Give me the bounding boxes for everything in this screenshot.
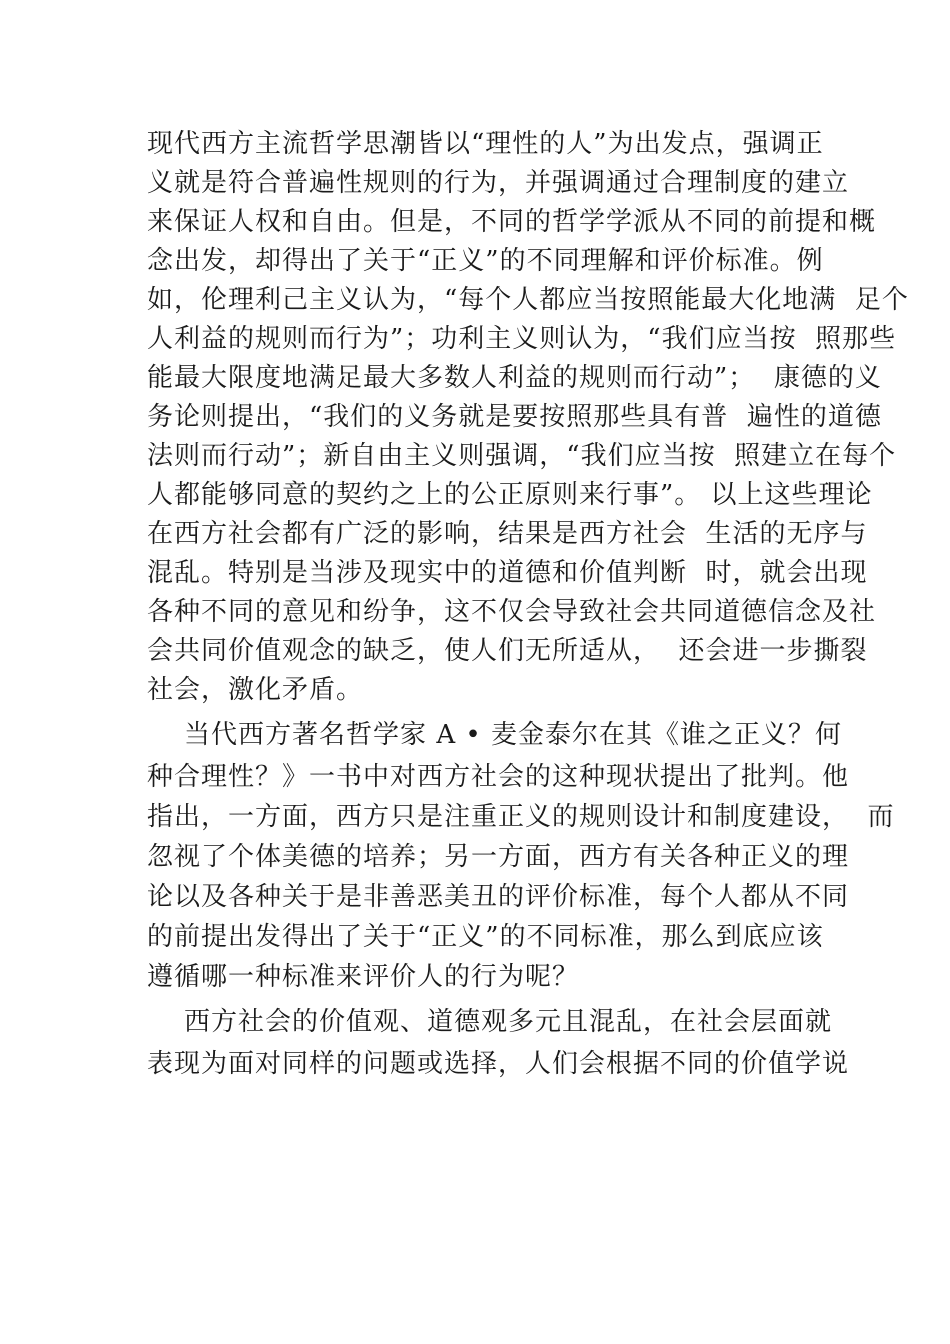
text-line: 混乱。特别是当涉及现实中的道德和价值判断 时，就会出现 (147, 558, 868, 588)
text-line: 表现为面对同样的问题或选择，人们会根据不同的价值学说 (147, 1049, 850, 1079)
text-line: 遵循哪一种标准来评价人的行为呢？ (147, 962, 580, 992)
text-line: 法则而行动”；新自由主义则强调，“我们应当按 照建立在每个 (147, 441, 897, 471)
text-line: 社会，激化矛盾。 (147, 675, 364, 705)
text-line: 念出发，却得出了关于“正义”的不同理解和评价标准。例 (147, 246, 824, 276)
text-line: 西方社会的价值观、道德观多元且混乱，在社会层面就 (147, 1007, 833, 1037)
text-line: 的前提出发得出了关于“正义”的不同标准，那么到底应该 (147, 922, 824, 952)
text-line: 务论则提出，“我们的义务就是要按照那些具有普 遍性的道德 (147, 402, 882, 432)
text-line: 当代西方著名哲学家 A • 麦金泰尔在其《谁之正义？何 (147, 720, 842, 750)
text-line: 现代西方主流哲学思潮皆以“理性的人”为出发点，强调正 (147, 129, 824, 159)
text-line: 人利益的规则而行为”；功利主义则认为，“我们应当按 照那些 (147, 324, 897, 354)
text-line: 各种不同的意见和纷争，这不仅会导致社会共同道德信念及社 (147, 597, 877, 627)
text-line: 如，伦理利己主义认为，“每个人都应当按照能最大化地满 足个 (147, 285, 909, 315)
text-line: 指出，一方面，西方只是注重正义的规则设计和制度建设， 而 (147, 802, 895, 832)
text-line: 种合理性？》一书中对西方社会的这种现状提出了批判。他 (147, 762, 850, 792)
text-line: 论以及各种关于是非善恶美丑的评价标准，每个人都从不同 (147, 882, 850, 912)
text-line: 能最大限度地满足最大多数人利益的规则而行动”； 康德的义 (147, 363, 882, 393)
text-line: 会共同价值观念的缺乏，使人们无所适从， 还会进一步撕裂 (147, 636, 868, 666)
text-line: 来保证人权和自由。但是，不同的哲学学派从不同的前提和概 (147, 207, 877, 237)
text-line: 人都能够同意的契约之上的公正原则来行事”。 以上这些理论 (147, 480, 873, 510)
text-line: 忽视了个体美德的培养；另一方面，西方有关各种正义的理 (147, 842, 850, 872)
text-line: 义就是符合普遍性规则的行为，并强调通过合理制度的建立 (147, 168, 850, 198)
text-line: 在西方社会都有广泛的影响，结果是西方社会 生活的无序与 (147, 519, 868, 549)
